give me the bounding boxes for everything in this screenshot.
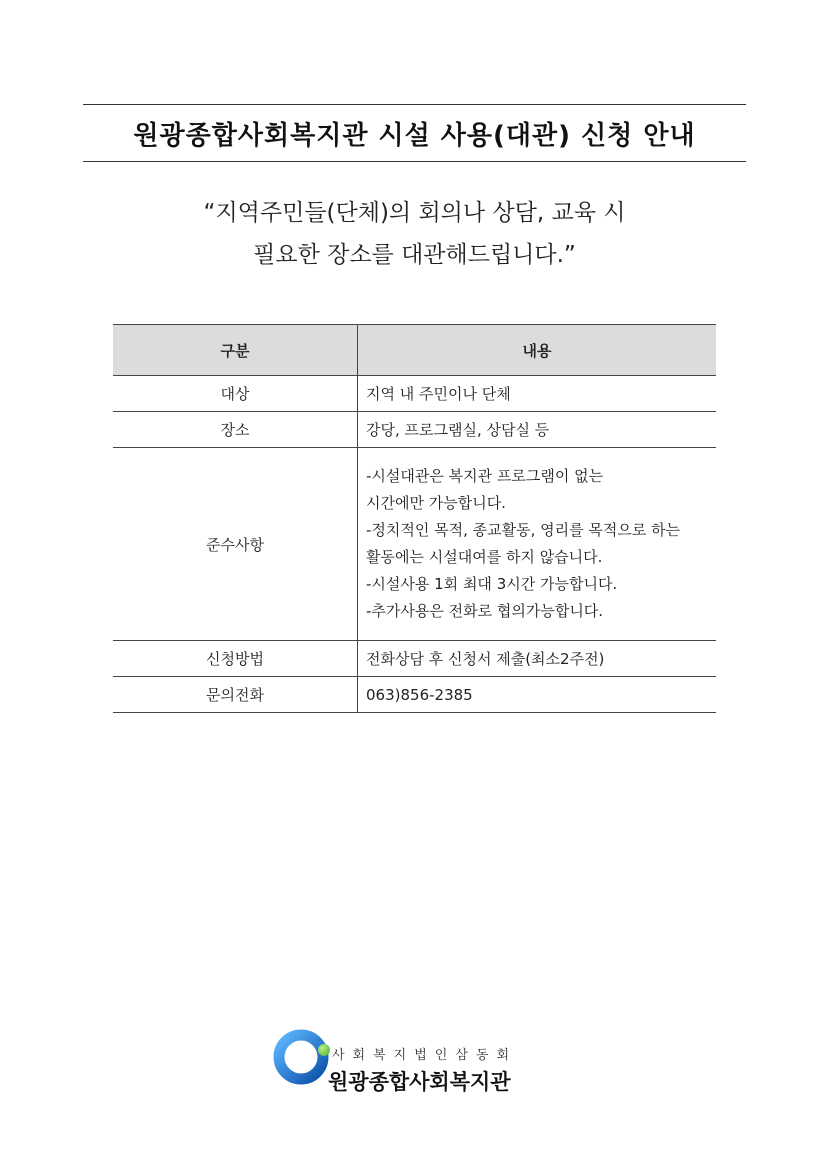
row-content-rules [358,448,717,641]
row-label-phone: 문의전화 [113,677,358,713]
subtitle-line-2: 필요한 장소를 대관해드립니다.” [253,242,576,268]
row-label-method: 신청방법 [113,641,358,677]
page-title: 원광종합사회복지관 시설 사용(대관) 신청 안내 [133,120,696,151]
subtitle-line-1: “지역주민들(단체)의 회의나 상담, 교육 시 [203,200,626,226]
row-content-phone: 063)856-2385 [358,677,717,713]
row-label-rules: 준수사항 [113,448,358,641]
row-content-method: 전화상담 후 신청서 제출(최소2주전) [358,641,717,677]
table-row [113,412,716,448]
logo-ring-icon [272,1028,330,1086]
rules-line: 시간에만 가능합니다. [366,494,506,512]
table-row [113,677,716,713]
table-row [113,641,716,677]
row-label-target: 대상 [113,376,358,412]
logo-small-text: 사회복지법인삼동회 [332,1048,518,1063]
table-row [113,448,716,641]
header-content: 내용 [358,325,717,376]
row-content-place: 강당, 프로그램실, 상담실 등 [358,412,717,448]
logo-dot-icon [318,1044,330,1056]
logo-big-text: 원광종합사회복지관 [328,1070,511,1094]
row-label-place: 장소 [113,412,358,448]
title-block [83,104,746,162]
rules-line: -정치적인 목적, 종교활동, 영리를 목적으로 하는 [366,521,681,539]
rules-line: -추가사용은 전화로 협의가능합니다. [366,602,604,620]
subtitle [83,192,746,276]
header-label: 구분 [113,325,358,376]
org-logo [272,1022,552,1102]
row-content-target: 지역 내 주민이나 단체 [358,376,717,412]
table-row [113,376,716,412]
rules-line: -시설대관은 복지관 프로그램이 없는 [366,467,604,485]
rules-line: 활동에는 시설대여를 하지 않습니다. [366,548,603,566]
rules-line: -시설사용 1회 최대 3시간 가능합니다. [366,575,618,593]
info-table [113,324,716,713]
table-header-row [113,325,716,376]
